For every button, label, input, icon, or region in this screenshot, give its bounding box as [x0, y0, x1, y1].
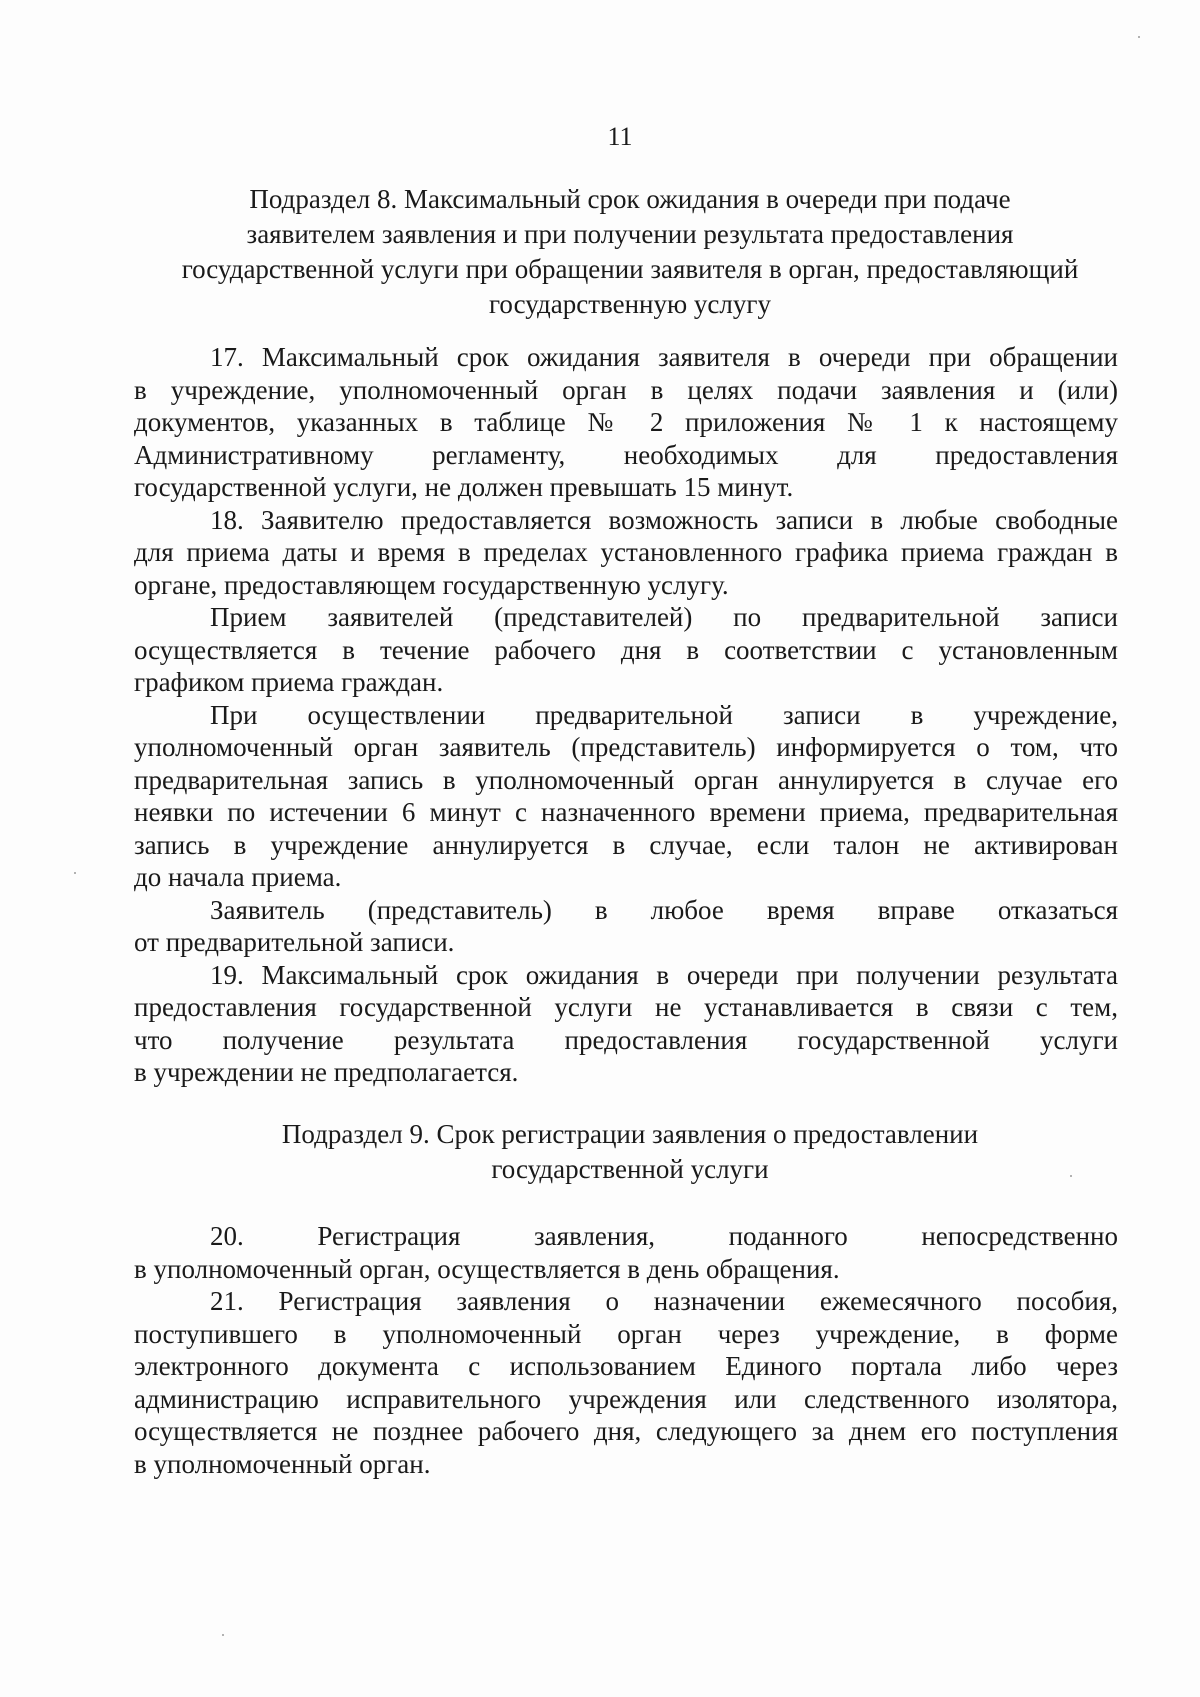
text-line: неявки по истечении 6 минут с назначенного времени приема, предварительная [134, 797, 1118, 827]
text-line: предварительная запись в уполномоченный орган аннулируется в случае его [134, 764, 1118, 795]
text-line: предоставления государственной услуги не устанавливается в связи с тем, [134, 992, 1118, 1022]
text-line: При осуществлении предварительной записи в учреждение, [210, 699, 1118, 730]
text-line: осуществляется в течение рабочего дня в соответствии с установленным [134, 634, 1118, 665]
text-line: графиком приема граждан. [134, 667, 444, 697]
text-line: уполномоченный орган заявитель (представитель) информируется о том, что [134, 732, 1118, 762]
paragraph-20 [134, 1220, 1118, 1285]
heading-line: Подраздел 9. Срок регистрации заявления о предоставлении [281, 1119, 979, 1149]
text-line: для приема даты и время в пределах установленного графика приема граждан в [134, 537, 1118, 567]
subsection-8-body [134, 341, 1118, 1089]
scan-speck [1138, 36, 1140, 38]
text-line: Административному регламенту, необходимых для предоставления [134, 439, 1118, 470]
text-line: в уполномоченный орган. [134, 1448, 431, 1479]
text-line: администрацию исправительного учреждения или следственного изолятора, [134, 1383, 1118, 1414]
subsection-9-body [134, 1220, 1118, 1480]
text-line: 20. Регистрация заявления, поданного непосредственно [210, 1221, 1118, 1251]
paragraph-17 [134, 341, 1118, 504]
text-line: 18. Заявителю предоставляется возможность записи в любые свободные [210, 504, 1118, 535]
text-line: в уполномоченный орган, осуществляется в день обращения. [134, 1253, 840, 1284]
text-line: в учреждение, уполномоченный орган в целях подачи заявления и (или) [134, 374, 1118, 405]
text-line: 21. Регистрация заявления о назначении ежемесячного пособия, [210, 1286, 1118, 1316]
subsection-8-heading [140, 182, 1120, 322]
paragraph-21 [134, 1285, 1118, 1480]
text-line: запись в учреждение аннулируется в случае, если талон не активирован [134, 829, 1118, 860]
scan-speck [74, 872, 76, 874]
heading-line: заявителем заявления и при получении результата предоставления [246, 219, 1014, 249]
heading-line: государственной услуги [491, 1154, 769, 1184]
text-line: что получение результата предоставления государственной услуги [134, 1024, 1118, 1055]
text-line: поступившего в уполномоченный орган через учреждение, в форме [134, 1318, 1118, 1349]
text-line: Прием заявителей (представителей) по предварительной записи [210, 602, 1118, 632]
text-line: от предварительной записи. [134, 927, 455, 957]
paragraph-18-cancellation [134, 699, 1118, 894]
text-line: 19. Максимальный срок ожидания в очереди при получении результата [210, 959, 1118, 990]
text-line: осуществляется не позднее рабочего дня, следующего за днем его поступления [134, 1416, 1118, 1446]
paragraph-18-reception [134, 601, 1118, 699]
paragraph-18 [134, 504, 1118, 602]
subsection-9-heading [140, 1117, 1120, 1187]
scan-speck [1070, 1175, 1072, 1177]
heading-line: государственную услугу [489, 289, 771, 319]
text-line: государственной услуги, не должен превышать 15 минут. [134, 472, 794, 502]
text-line: в учреждении не предполагается. [134, 1057, 519, 1087]
page-number: 11 [607, 122, 633, 151]
paragraph-18-refusal [134, 894, 1118, 959]
paragraph-19 [134, 959, 1118, 1089]
text-line: Заявитель (представитель) в любое время вправе отказаться [210, 894, 1118, 925]
heading-line: Подраздел 8. Максимальный срок ожидания в очереди при подаче [249, 184, 1011, 214]
text-line: 17. Максимальный срок ожидания заявителя в очереди при обращении [210, 342, 1118, 372]
text-line: документов, указанных в таблице № 2 приложения № 1 к настоящему [134, 407, 1118, 437]
text-line: органе, предоставляющем государственную услугу. [134, 569, 729, 600]
heading-line: государственной услуги при обращении заявителя в орган, предоставляющий [181, 254, 1079, 284]
text-line: до начала приема. [134, 862, 342, 892]
text-line: электронного документа с использованием Единого портала либо через [134, 1351, 1118, 1381]
scan-speck [222, 1634, 224, 1636]
